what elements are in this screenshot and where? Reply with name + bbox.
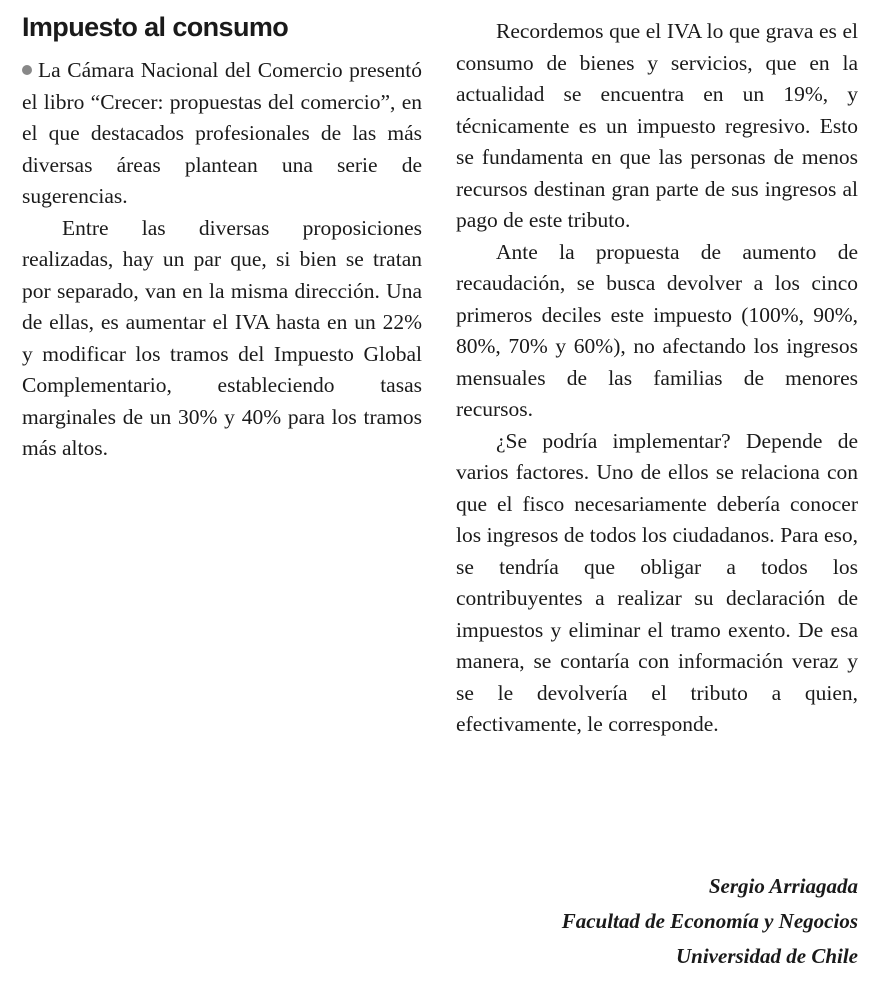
article-paragraph-3: Recordemos que el IVA lo que grava es el consumo de bienes y servicios, que en la actualidad se encuentra en un 19%, y técnicamente es un impuesto regresivo. Esto se fundamenta en que las personas de menos recursos destinan gran parte de sus ingresos al pago de este tributo. (456, 19, 858, 232)
bullet-icon (22, 65, 32, 75)
article-paragraph-1-text: La Cámara Nacional del Comercio presentó el libro “Crecer: propuestas del comercio”, en el que destacados profesionales de las más diversas áreas plantean una serie de sugerencias. (22, 58, 422, 208)
article-paragraph-1 (22, 55, 422, 213)
article-title: Impuesto al consumo (22, 12, 289, 42)
article-paragraph-5: ¿Se podría implementar? Depende de varios factores. Uno de ellos se relaciona con que el fisco necesariamente debería conocer los ingresos de todos los ciudadanos. Para eso, se tendría que obligar a todos los contribuyentes a realizar su declaración de impuestos y eliminar el tramo exento. De esa manera, se contaría con información veraz y se le devolvería el tributo a quien, efectivamente, le corresponde. (456, 428, 858, 736)
signature-block (562, 869, 858, 974)
left-column (22, 0, 422, 465)
article-paragraph-2: Entre las diversas proposiciones realizadas, hay un par que, si bien se tratan por separado, van en la misma dirección. Una de ellas, es aumentar el IVA hasta en un 22% y modificar los tramos del Impuesto Global Complementario, estableciendo tasas marginales de un 30% y 40% para los tramos más altos. (22, 215, 422, 460)
signature-university: Universidad de Chile (676, 944, 858, 968)
signature-faculty: Facultad de Economía y Negocios (561, 909, 858, 933)
signature-author: Sergio Arriagada (708, 874, 858, 898)
right-column (456, 0, 858, 968)
article-paragraph-4: Ante la propuesta de aumento de recaudación, se busca devolver a los cinco primeros deciles este impuesto (100%, 90%, 80%, 70% y 60%), no afectando los ingresos mensuales de las familias de menores recursos. (456, 239, 858, 421)
